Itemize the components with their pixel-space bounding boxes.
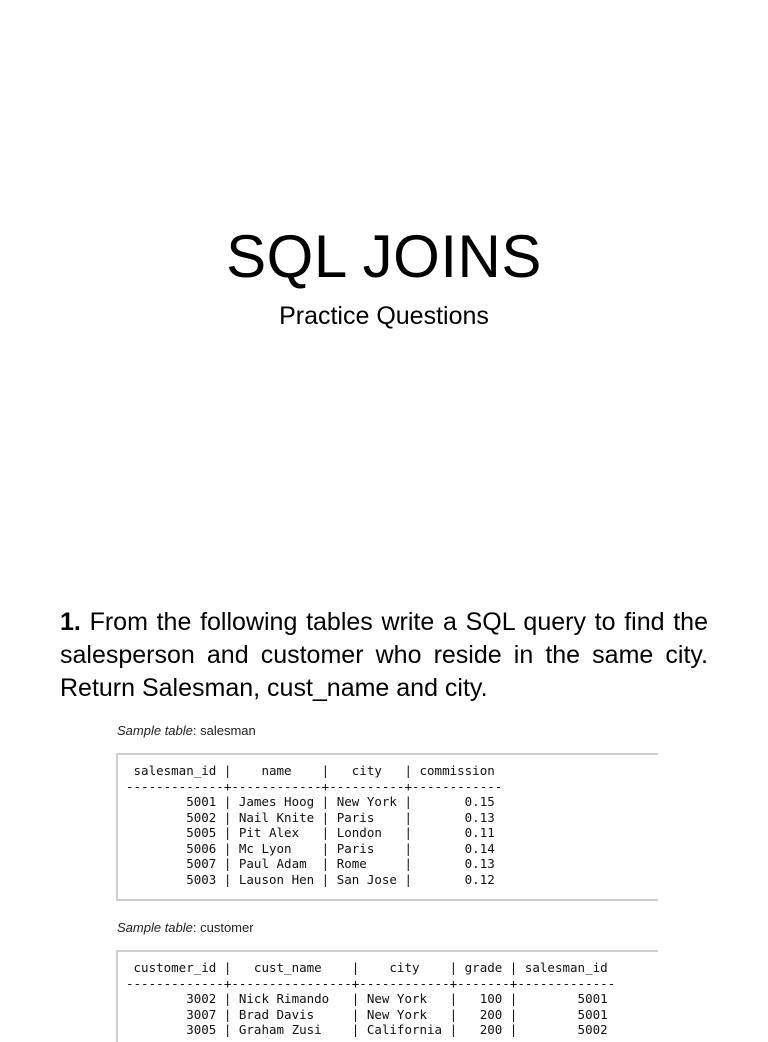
salesman-table-caption <box>117 723 256 738</box>
table-row: 5006 | Mc Lyon | Paris | 0.14 <box>126 840 495 856</box>
table-row: 5007 | Paul Adam | Rome | 0.13 <box>126 856 495 871</box>
customer-table-caption <box>117 920 254 935</box>
table-separator: -------------+------------+----------+------------ <box>126 778 503 794</box>
question-number: 1. <box>60 608 81 636</box>
table-row: 3005 | Graham Zusi | California | 200 | 5002 <box>126 1022 608 1037</box>
customer-sample-table <box>116 950 658 1042</box>
page-subtitle: Practice Questions <box>279 302 489 330</box>
caption-rest: : customer <box>192 920 254 935</box>
table-separator: -------------+----------------+------------+-------+------------- <box>126 975 616 991</box>
caption-italic: Sample table <box>117 920 193 935</box>
table-row: 3007 | Brad Davis | New York | 200 | 5001 <box>126 1006 608 1022</box>
table-row: 5002 | Nail Knite | Paris | 0.13 <box>126 809 495 825</box>
page-title: SQL JOINS <box>226 223 542 290</box>
caption-italic: Sample table <box>117 723 193 738</box>
caption-rest: : salesman <box>192 723 256 738</box>
salesman-sample-table <box>116 753 658 901</box>
table-row: 3002 | Nick Rimando | New York | 100 | 5001 <box>126 991 608 1006</box>
table-row: 5003 | Lauson Hen | San Jose | 0.12 <box>126 871 495 887</box>
table-header: customer_id | cust_name | city | grade | salesman_id <box>126 960 608 975</box>
question-1 <box>60 606 708 705</box>
table-row: 5005 | Pit Alex | London | 0.11 <box>126 825 495 840</box>
table-row: 5001 | James Hoog | New York | 0.15 <box>126 794 495 809</box>
table-header: salesman_id | name | city | commission <box>126 763 495 778</box>
question-text: From the following tables write a SQL query to find the salesperson and customer who reside in the same city. Return Salesman, cust_name and city. <box>60 608 708 702</box>
